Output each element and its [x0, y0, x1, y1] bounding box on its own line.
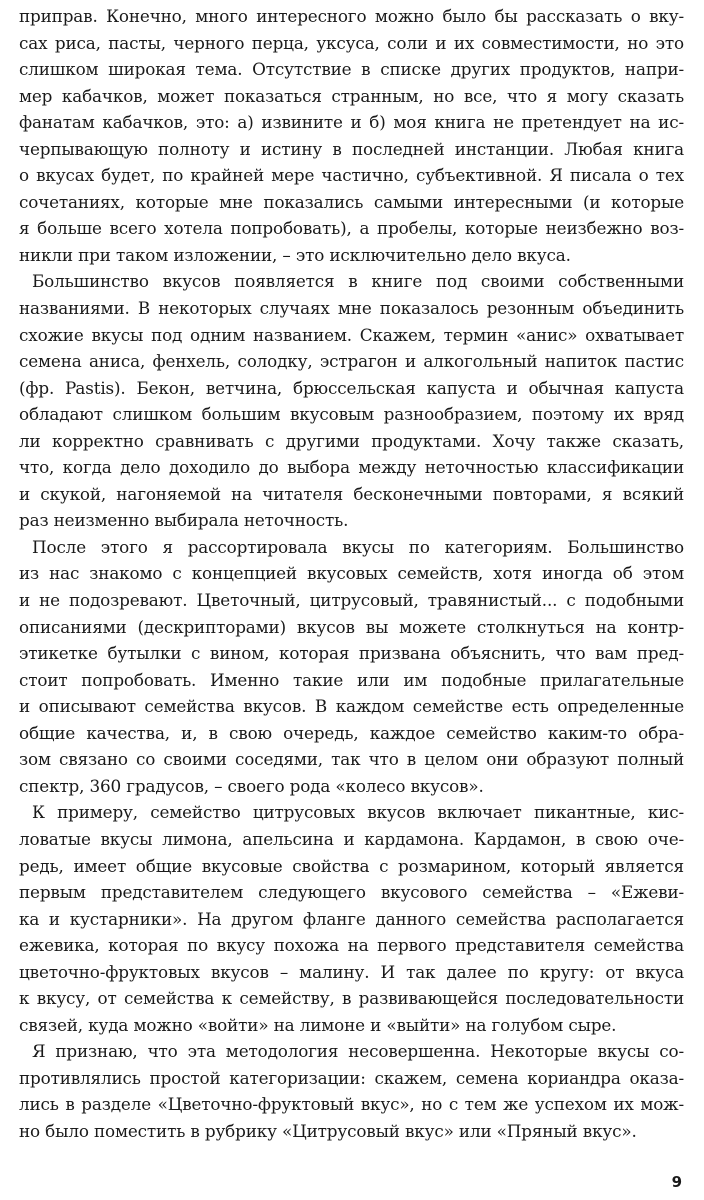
text-line: о вкусах будет, по крайней мере частично, субъективной. Я писала о тех: [19, 165, 684, 186]
text-line: К примеру, семейство цитрусовых вкусов включает пикантные, кис-: [32, 802, 684, 823]
text-line: фанатам кабачков, это: а) извините и б) моя книга не претендует на ис-: [19, 112, 684, 133]
paragraph: [19, 534, 684, 799]
text-line: но было поместить в рубрику «Цитрусовый вкус» или «Пряный вкус».: [19, 1120, 637, 1141]
text-line: (фр. Pastis). Бекон, ветчина, брюссельская капуста и обычная капуста: [19, 377, 684, 398]
text-line: что, когда дело доходило до выбора между неточностью классификации: [19, 457, 684, 478]
text-line: слишком широкая тема. Отсутствие в списке других продуктов, напри-: [19, 59, 684, 80]
text-line: из нас знакомо с концепцией вкусовых семейств, хотя иногда об этом: [19, 563, 684, 584]
text-line: стоит попробовать. Именно такие или им подобные прилагательные: [19, 669, 684, 690]
text-line: общие качества, и, в свою очередь, каждое семейство каким-то обра-: [19, 722, 684, 743]
text-line: ежевика, которая по вкусу похожа на первого представителя семейства: [19, 935, 684, 956]
page-number: 9: [671, 1173, 682, 1191]
text-line: сах риса, пасты, черного перца, уксуса, соли и их совместимости, но это: [19, 32, 684, 53]
text-line: приправ. Конечно, много интересного можно было бы рассказать о вку-: [19, 6, 684, 26]
text-line: к вкусу, от семейства к семейству, в развивающейся последовательности: [19, 988, 684, 1009]
paragraph: [19, 3, 684, 268]
text-line: мер кабачков, может показаться странным, но все, что я могу сказать: [19, 85, 684, 106]
text-line: раз неизменно выбирала неточность.: [19, 510, 349, 531]
text-line: Большинство вкусов появляется в книге под своими собственными: [32, 271, 684, 292]
paragraph: [19, 268, 684, 533]
text-line: я больше всего хотела попробовать), а пробелы, которые неизбежно воз-: [19, 218, 684, 239]
text-line: цветочно-фруктовых вкусов – малину. И так далее по кругу: от вкуса: [19, 961, 684, 982]
paragraph: [19, 1038, 684, 1144]
text-line: черпывающую полноту и истину в последней инстанции. Любая книга: [19, 138, 684, 159]
text-line: ли корректно сравнивать с другими продуктами. Хочу также сказать,: [19, 430, 684, 451]
body-text: [19, 0, 684, 1145]
text-line: этикетке бутылки с вином, которая призвана объяснить, что вам пред-: [19, 643, 684, 664]
text-line: связей, куда можно «войти» на лимоне и «выйти» на голубом сыре.: [19, 1014, 617, 1035]
text-line: сочетаниях, которые мне показались самыми интересными (и которые: [19, 191, 684, 212]
text-line: обладают слишком большим вкусовым разнообразием, поэтому их вряд: [19, 404, 684, 425]
text-line: зом связано со своими соседями, так что в целом они образуют полный: [19, 749, 684, 770]
text-line: редь, имеет общие вкусовые свойства с розмарином, который является: [19, 855, 684, 876]
text-line: и не подозревают. Цветочный, цитрусовый, травянистый... с подобными: [19, 590, 684, 611]
text-line: описаниями (дескрипторами) вкусов вы можете столкнуться на контр-: [19, 616, 684, 637]
text-line: После этого я рассортировала вкусы по категориям. Большинство: [32, 536, 684, 557]
text-line: первым представителем следующего вкусового семейства – «Ежеви-: [19, 882, 684, 903]
text-line: семена аниса, фенхель, солодку, эстрагон и алкогольный напиток пастис: [19, 351, 684, 372]
text-line: лись в разделе «Цветочно-фруктовый вкус», но с тем же успехом их мож-: [19, 1094, 684, 1115]
paragraph: [19, 799, 684, 1038]
text-line: схожие вкусы под одним названием. Скажем, термин «анис» охватывает: [19, 324, 684, 345]
text-line: никли при таком изложении, – это исключительно дело вкуса.: [19, 244, 571, 265]
text-line: Я признаю, что эта методология несовершенна. Некоторые вкусы со-: [32, 1041, 684, 1062]
text-line: ка и кустарники». На другом фланге данного семейства располагается: [19, 908, 684, 929]
text-line: и скукой, нагоняемой на читателя бесконечными повторами, я всякий: [19, 483, 684, 504]
text-line: противлялись простой категоризации: скажем, семена кориандра оказа-: [19, 1067, 684, 1088]
text-line: названиями. В некоторых случаях мне показалось резонным объединить: [19, 298, 684, 319]
text-line: ловатые вкусы лимона, апельсина и кардамона. Кардамон, в свою оче-: [19, 828, 684, 849]
text-line: спектр, 360 градусов, – своего рода «колесо вкусов».: [19, 775, 484, 796]
text-line: и описывают семейства вкусов. В каждом семействе есть определенные: [19, 696, 684, 717]
